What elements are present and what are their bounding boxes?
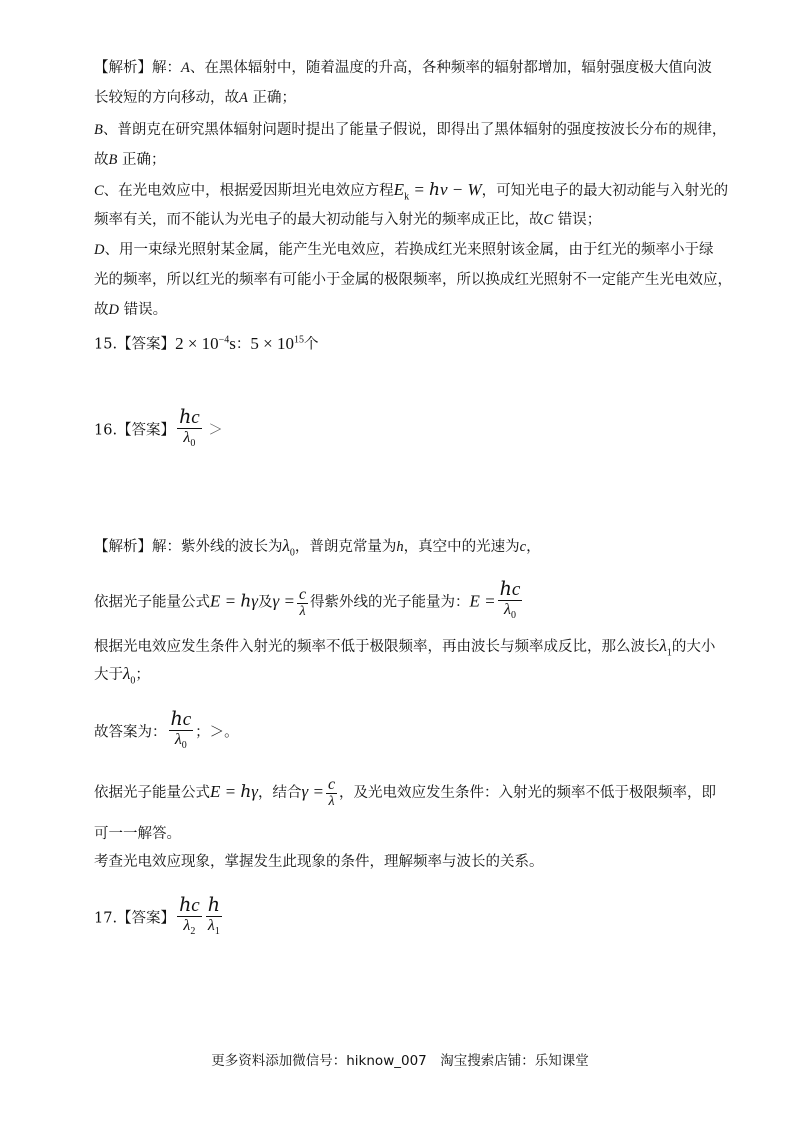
answer-label: 16.【答案】 (94, 422, 176, 439)
text: 正确； (247, 90, 296, 106)
text: 依据光子能量公式 (94, 785, 210, 801)
answer-label: 17.【答案】 (94, 910, 176, 927)
fraction-hc-lambda2 (177, 896, 202, 941)
lambda: λ (207, 917, 215, 934)
text: ， (526, 539, 541, 555)
analysis-d-line1 (94, 240, 713, 260)
text: ，及光电效应发生条件：入射光的频率不低于极限频率，即 (339, 785, 717, 801)
text: 依据光子能量公式 (94, 594, 210, 611)
lambda: λ (123, 664, 131, 683)
option-letter: A (181, 60, 190, 76)
text: 故 (94, 152, 109, 168)
subscript: 0 (190, 438, 196, 450)
denominator: λ (328, 794, 335, 809)
subscript: 0 (181, 740, 187, 752)
fraction-c-lambda (297, 586, 308, 620)
answer-16 (94, 408, 223, 453)
denominator: λ (299, 603, 306, 619)
answer-17 (94, 896, 224, 941)
subscript: 0 (510, 610, 516, 622)
analysis-16-line3 (94, 636, 715, 663)
number: 5 × 10 (250, 333, 295, 353)
numerator: ℎc (499, 579, 521, 600)
fraction-hc-lambda0 (177, 408, 202, 453)
lambda0-symbol (123, 664, 136, 687)
lambda: λ (174, 731, 182, 748)
numerator: ℎc (179, 895, 200, 916)
analysis-16-line5 (94, 710, 239, 755)
denominator (173, 731, 189, 755)
subscript: 1 (666, 647, 672, 659)
text: 错误。 (118, 302, 168, 318)
text: 故 (94, 302, 109, 318)
lambda1-symbol (659, 636, 672, 659)
analysis-16-line6 (94, 776, 716, 810)
denominator (181, 917, 197, 941)
text: ，结合 (258, 785, 302, 801)
denominator (502, 601, 518, 625)
text: 、普朗克在研究黑体辐射问题时提出了能量子假说，即得出了黑体辐射的强度按波长分布的规律， (102, 122, 727, 138)
analysis-16-line8: 考查光电效应现象，掌握发生此现象的条件，理解频率与波长的关系。 (94, 854, 544, 870)
answer-15 (94, 330, 319, 355)
subscript: 2 (190, 926, 196, 938)
denominator (206, 917, 222, 941)
analysis-b-line2 (94, 150, 165, 170)
analysis-16-line1 (94, 536, 541, 563)
unit: s (229, 333, 236, 353)
numerator: c (298, 585, 307, 603)
lambda0-symbol (282, 536, 295, 559)
analysis-d-line3 (94, 300, 167, 320)
text: 及 (258, 594, 273, 611)
analysis-c-line1 (94, 180, 728, 207)
text: ；＞。 (195, 724, 239, 741)
numerator: ℎc (179, 407, 200, 428)
photon-energy-formula: E = ℎγ (210, 591, 259, 611)
c-symbol: c (519, 539, 527, 555)
text: 根据光电效应发生条件入射光的频率不低于极限频率，再由波长与频率成反比，那么波长 (94, 639, 660, 655)
photon-energy-formula: E = ℎγ (210, 782, 259, 801)
denominator (181, 429, 197, 453)
subscript: 0 (130, 675, 136, 687)
lambda: λ (282, 536, 290, 555)
energy-formula: E = (469, 591, 496, 611)
answer-label: 15.【答案】 (94, 336, 176, 353)
text: ，真空中的光速为 (403, 539, 520, 555)
eq-subscript: k (404, 191, 410, 203)
lambda: λ (183, 917, 191, 934)
text: 的大小 (671, 639, 716, 655)
analysis-c-line2 (94, 210, 601, 230)
lambda: λ (504, 601, 511, 618)
answer-15-value2 (250, 334, 304, 353)
fraction-h-lambda1 (206, 896, 222, 941)
subscript: 0 (289, 547, 295, 559)
fraction-hc-lambda0 (169, 710, 194, 755)
text: ； (135, 667, 150, 683)
separator: ： (235, 336, 251, 353)
answer-15-value1 (175, 334, 236, 353)
text: 正确； (117, 152, 166, 168)
text: 【解析】解：紫外线的波长为 (94, 539, 283, 555)
exponent: −4 (218, 334, 230, 345)
eq-symbol: E (393, 180, 405, 199)
option-letter: A (239, 90, 248, 106)
text: 频率有关，而不能认为光电子的最大初动能与入射光的频率成正比，故 (94, 212, 544, 228)
unit: 个 (304, 336, 319, 353)
text: 故答案为： (94, 724, 167, 741)
analysis-16-line4 (94, 664, 150, 691)
einstein-equation (393, 180, 482, 203)
analysis-16-line2 (94, 580, 524, 625)
lambda: λ (659, 636, 667, 655)
option-letter: D (108, 302, 119, 318)
analysis-b-line1 (94, 120, 726, 140)
option-letter: D (94, 242, 105, 258)
text: 大于 (94, 667, 123, 683)
subscript: 1 (214, 926, 220, 938)
gamma-formula: γ = (301, 782, 324, 801)
analysis-a-line2 (94, 88, 296, 108)
option-letter: B (108, 152, 118, 168)
numerator: c (327, 776, 336, 793)
text: 【解析】解： (94, 60, 181, 76)
text: ，可知光电子的最大初动能与入射光的 (481, 183, 729, 199)
h-symbol: h (396, 539, 404, 555)
analysis-16-line7: 可一一解答。 (94, 826, 181, 842)
text: 、用一束绿光照射某金属，能产生光电效应，若换成红光来照射该金属，由于红光的频率小于绿 (104, 242, 714, 258)
page-footer: 更多资料添加微信号：hiknow_007 淘宝搜索店铺：乐知课堂 (211, 1053, 589, 1069)
text: ，普朗克常量为 (294, 539, 397, 555)
numerator: ℎ (207, 895, 220, 916)
option-letter: B (94, 122, 103, 138)
option-letter: C (543, 212, 554, 228)
analysis-d-line2: 光的频率，所以红光的频率有可能小于金属的极限频率，所以换成红光照射不一定能产生光电效应， (94, 272, 732, 288)
text: 、在光电效应中，根据爱因斯坦光电效应方程 (103, 183, 394, 199)
fraction-hc-lambda0 (498, 580, 523, 625)
text: 得紫外线的光子能量为： (310, 594, 470, 611)
option-letter: C (94, 183, 104, 199)
number: 2 × 10 (175, 333, 219, 353)
text: 错误； (553, 212, 602, 228)
relation-symbol: ＞ (208, 422, 223, 439)
numerator: ℎc (170, 709, 192, 730)
analysis-a-line1 (94, 58, 712, 78)
gamma-formula: γ = (272, 591, 295, 611)
text: 、在黑体辐射中，随着温度的升高，各种频率的辐射都增加，辐射强度极大值向波 (189, 60, 712, 76)
text: 长较短的方向移动，故 (94, 90, 239, 106)
exponent: 15 (294, 334, 305, 345)
fraction-c-lambda (326, 776, 337, 810)
lambda: λ (183, 429, 191, 446)
eq-rest: = ℎν − W (409, 180, 482, 199)
